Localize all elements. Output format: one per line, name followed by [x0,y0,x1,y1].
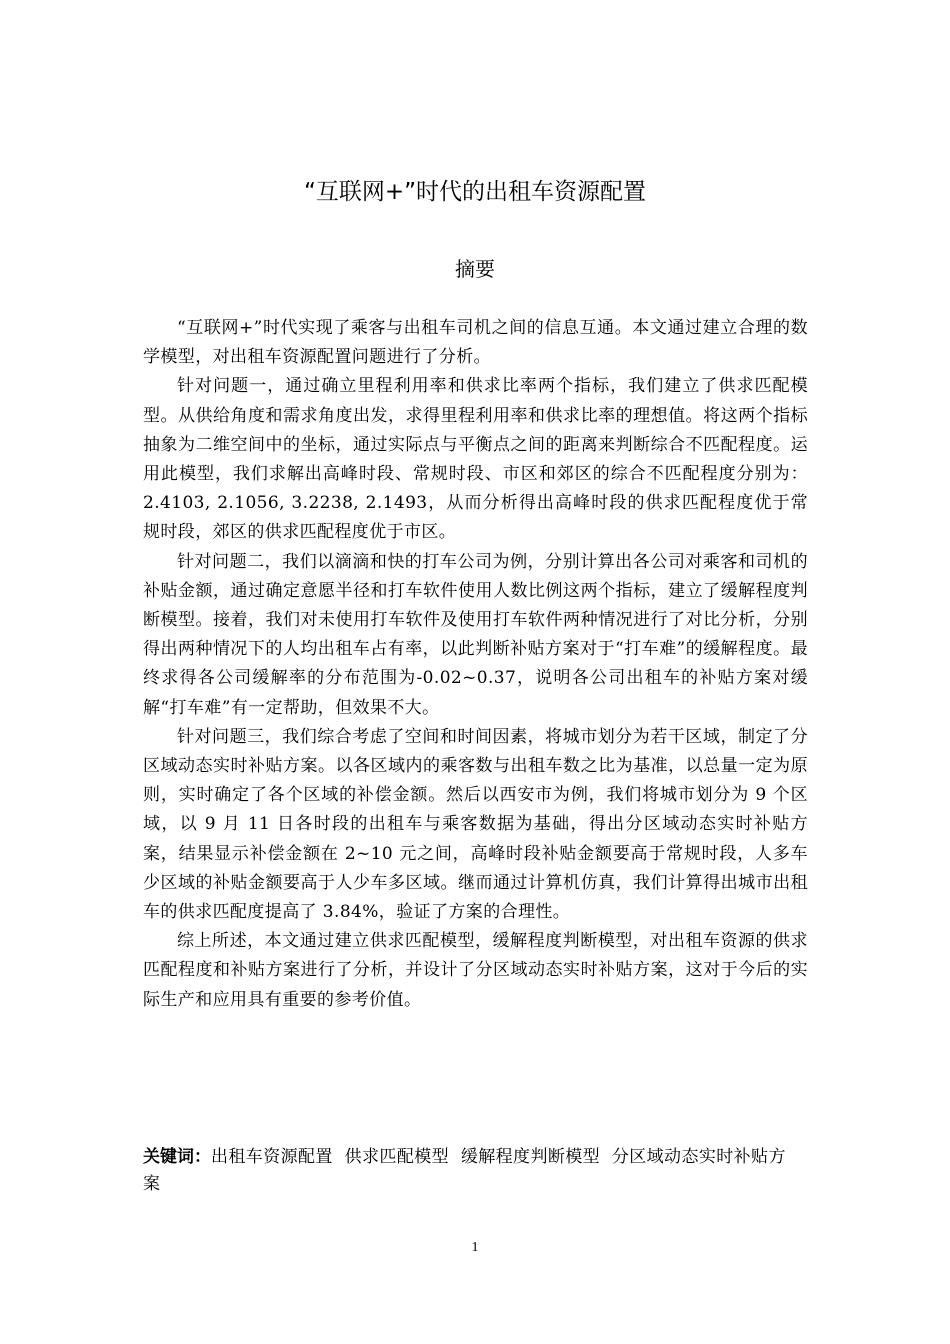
paper-title: “互联网+”时代的出租车资源配置 [303,179,647,205]
keywords-label: 关键词： [143,1147,211,1167]
keyword-item: 出租车资源配置 [211,1147,333,1167]
keyword-item: 分区域动态实时补贴方案 [143,1147,786,1194]
keyword-item: 供求匹配模型 [344,1147,450,1167]
abstract-paragraph-problem-1: 针对问题一，通过确立里程利用率和供求比率两个指标，我们建立了供求匹配模型。从供给角度和需求角度出发，求得里程利用率和供求比率的理想值。将这两个指标抽象为二维空间中的坐标，通过实际点与平衡点之间的距离来判断综合不匹配程度。运用此模型，我们求解出高峰时段、常规时段、市区和郊区的综合不匹配程度分别为：2.4103, 2.1056, 3.2238, 2.1493，从而分析得出高峰时段的供求匹配程度优于常规时段，郊区的供求匹配程度优于市区。 [143,376,808,543]
abstract-paragraph-intro: “互联网+”时代实现了乘客与出租车司机之间的信息互通。本文通过建立合理的数学模型，对出租车资源配置问题进行了分析。 [143,318,808,368]
keywords-line [143,1144,808,1198]
abstract-heading: 摘要 [455,257,495,281]
abstract-paragraph-problem-3: 针对问题三，我们综合考虑了空间和时间因素，将城市划分为若干区域，制定了分区域动态实时补贴方案。以各区域内的乘客数与出租车数之比为基准，以总量一定为原则，实时确定了各个区域的补偿金额。然后以西安市为例，我们将城市划分为 9 个区域，以 9 月 11 日各时段的出租车与乘客数据为基础，得出分区域动态实时补贴方案，结果显示补偿金额在 2~10 元之间，高峰时段补贴金额要高于常规时段，人多车少区域的补贴金额要高于人少车多区域。继而通过计算机仿真，我们计算得出城市出租车的供求匹配度提高了 3.84%，验证了方案的合理性。 [143,726,808,923]
page-number: 1 [471,1240,479,1255]
abstract-paragraph-conclusion: 综上所述，本文通过建立供求匹配模型，缓解程度判断模型，对出租车资源的供求匹配程度和补贴方案进行了分析，并设计了分区域动态实时补贴方案，这对于今后的实际生产和应用具有重要的参考价值。 [143,931,808,1010]
abstract-body [143,314,808,1015]
keyword-item: 缓解程度判断模型 [460,1147,601,1167]
abstract-paragraph-problem-2: 针对问题二，我们以滴滴和快的打车公司为例，分别计算出各公司对乘客和司机的补贴金额，通过确定意愿半径和打车软件使用人数比例这两个指标，建立了缓解程度判断模型。接着，我们对未使用打车软件及使用打车软件两种情况进行了对比分析，分别得出两种情况下的人均出租车占有率，以此判断补贴方案对于“打车难”的缓解程度。最终求得各公司缓解率的分布范围为-0.02~0.37，说明各公司出租车的补贴方案对缓解“打车难”有一定帮助，但效果不大。 [143,551,808,718]
